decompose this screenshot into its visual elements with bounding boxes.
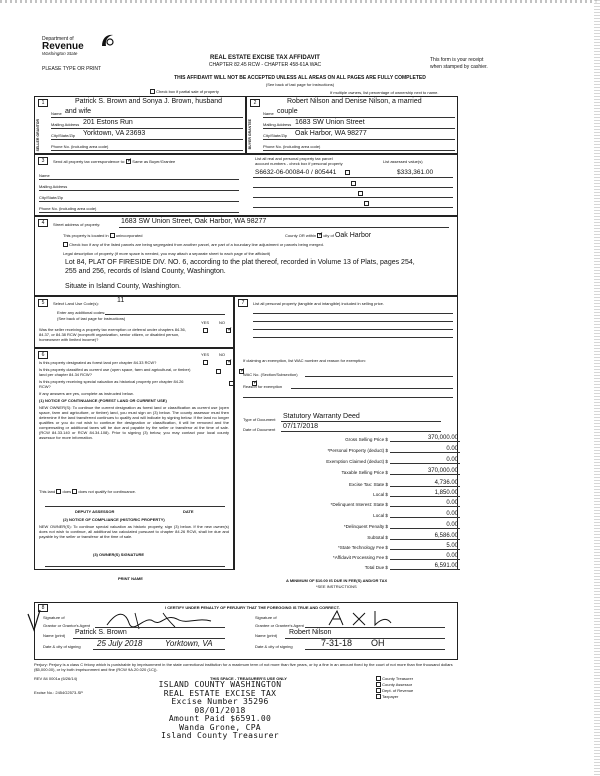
s5-q1-yes-checkbox[interactable] — [203, 328, 208, 333]
s3-name-label: Name — [39, 173, 50, 178]
forest-current-use-section — [34, 348, 234, 570]
fee-value[interactable]: 1,850.00 — [390, 490, 460, 497]
s6-question3: Is this property receiving special valuation as historical property per chapter 84.26 RCW? — [39, 379, 184, 389]
parcel-personal-checkbox-2[interactable] — [351, 181, 356, 186]
parcel-personal-checkbox-4[interactable] — [364, 201, 369, 206]
grantee-city[interactable]: OH — [371, 638, 385, 648]
copy-list — [376, 676, 413, 700]
section-5-number: 5 — [38, 299, 48, 307]
seller-section — [34, 96, 246, 154]
parcel-number[interactable]: S6632-06-00084-0 / 805441 — [255, 169, 337, 176]
fee-row — [290, 488, 460, 497]
stamp-line6: Wanda Grone, CPA — [179, 722, 261, 732]
buyer-name[interactable]: Robert Nilson and Denise Nilson, a married — [287, 98, 422, 105]
grantee-date[interactable]: 7-31-18 — [321, 638, 353, 648]
buyer-section — [246, 96, 458, 154]
stamp-line1: ISLAND COUNTY WASHINGTON — [158, 680, 282, 689]
parcel-personal-checkbox-1[interactable] — [345, 170, 350, 175]
fee-label: Exemption Claimed (deduct) $ — [326, 459, 388, 464]
s3-mailing-label: Mailing Address — [39, 184, 68, 189]
grantor-print-name[interactable]: Patrick S. Brown — [75, 629, 127, 636]
fee-label: *State Technology Fee $ — [338, 545, 388, 550]
reason-label: Reason for exemption — [243, 384, 283, 389]
grantor-agent-label: Grantor or Grantor's Agent — [43, 623, 91, 628]
fee-value[interactable]: 0.00 — [390, 457, 460, 464]
seller-mailing-label: Mailing Address — [51, 122, 80, 127]
multiple-owners-note: If multiple owners, list percentage of ownership next to name. — [330, 90, 439, 95]
section-2-number: 2 — [250, 99, 260, 107]
fee-value[interactable]: 0.00 — [390, 522, 460, 529]
s6-q3-yes-checkbox[interactable] — [229, 381, 234, 386]
section-8-number: 8 — [38, 604, 48, 612]
fee-row — [290, 455, 460, 464]
seller-name[interactable]: Patrick S. Brown and Sonya J. Brown, husband — [75, 98, 223, 105]
certify-text: I CERTIFY UNDER PENALTY OF PERJURY THAT THE FOREGOING IS TRUE AND CORRECT. — [165, 605, 340, 610]
s5-no-header: NO — [219, 320, 225, 325]
buyer-mailing-label: Mailing Address — [263, 122, 292, 127]
form-chapter: CHAPTER 82.45 RCW - CHAPTER 458-61A WAC — [208, 62, 322, 68]
grantor-city[interactable]: Yorktown, VA — [165, 639, 213, 648]
section-6-number: 6 — [38, 351, 48, 359]
buyer-side-label: BUYER GRANTEE — [248, 119, 252, 150]
dept-line1: Department of — [42, 36, 74, 42]
partial-sale-row — [150, 89, 219, 94]
section-4-number: 4 — [38, 219, 48, 227]
s6-question1: Is this property designated as forest land per chapter 84.33 RCW? — [39, 360, 157, 365]
fee-value[interactable]: 5.00 — [390, 543, 460, 550]
s5-q1-no-checkbox[interactable] — [226, 328, 231, 333]
grantor-check-mark-icon — [26, 608, 42, 632]
legal-label: Legal description of property (if more space is needed, you may attach a separate sheet to each page of the affidavit) — [63, 251, 271, 256]
stamp-line4: 08/01/2018 — [194, 705, 246, 715]
street-label: Street address of property: — [53, 222, 101, 227]
grantee-sig-label: Signature of — [255, 615, 277, 620]
owner-signature-label: (3) OWNER(S) SIGNATURE — [93, 552, 145, 557]
additional-codes-label: Enter any additional codes: — [57, 310, 106, 315]
deputy-date-label: DATE — [183, 509, 194, 514]
seller-city-label: City/State/Zip — [51, 133, 76, 138]
s6-question2: Is this property classified as current use (open space, farm and agricultural, or timber) land per chapter 84.34 RCW? — [39, 367, 191, 377]
copy-county-treasurer-checkbox[interactable] — [376, 676, 381, 681]
send-correspondence-row — [53, 159, 175, 164]
doc-type[interactable]: Statutory Warranty Deed — [283, 413, 360, 420]
fee-row — [290, 478, 460, 487]
segregated-checkbox[interactable] — [63, 242, 68, 247]
grantor-print-label: Name (print) — [43, 633, 66, 638]
does-not-text: does not qualify for continuance. — [78, 489, 137, 494]
legal-line2[interactable]: 255 and 256, records of Island County, Washington. — [65, 268, 226, 275]
fee-value[interactable]: 6,586.00 — [390, 533, 460, 540]
city-of-checkbox[interactable] — [317, 233, 322, 238]
grantor-date[interactable]: 25 July 2018 — [97, 639, 143, 648]
legal-line1[interactable]: Lot 84, PLAT OF FIRESIDE DIV. NO. 6, according to the plat thereof, recorded in Volume 13 of Plats, pages 254, — [65, 259, 415, 266]
s5-yes-header: YES — [201, 320, 210, 325]
scan-right-edge — [594, 0, 600, 776]
fee-label: Taxable Selling Price $ — [341, 470, 388, 475]
seller-city[interactable]: Yorktown, VA 23693 — [83, 130, 146, 137]
land-use-label: Select Land Use Code(s): — [53, 301, 99, 306]
receipt-note2: when stamped by cashier. — [430, 64, 488, 70]
stamp-line5: Amount Paid $6591.00 — [168, 714, 272, 723]
buyer-city[interactable]: Oak Harbor, WA 98277 — [295, 130, 367, 137]
section-7-number: 7 — [238, 299, 248, 307]
certification-section — [34, 602, 458, 660]
fee-label: Local $ — [373, 492, 388, 497]
parcel-personal-checkbox-3[interactable] — [358, 191, 363, 196]
notice2-text: NEW OWNER(S): To continue special valuation as historic property, sign (3) below. If the new owner(s) does not wish to continue, all additional tax calculated pursuant to chapter 84.26 RCW, shall be due and payable by the seller or transferor at the time of sale. — [39, 524, 229, 539]
s5-question1: Was the seller receiving a property tax exemption or deferral under chapters 84.36, 84.37, or 84.38 RCW (nonprofit organization, senior citizen, or disabled person, homeowner with limited income)? — [39, 327, 186, 342]
fee-row — [290, 520, 460, 529]
dor-logo — [42, 36, 122, 66]
stamp-line2: REAL ESTATE EXCISE TAX — [163, 688, 277, 698]
parcel-header1: List all real and personal property tax parcel — [255, 156, 333, 161]
fee-label: *Delinquent Penalty $ — [343, 524, 388, 529]
county-label: County OR within — [285, 233, 317, 238]
print-note: PLEASE TYPE OR PRINT — [42, 66, 102, 72]
fee-value[interactable]: 370,000.00 — [390, 468, 460, 475]
fee-value[interactable]: 6,591.00 — [390, 563, 460, 570]
located-row — [63, 233, 143, 238]
notice1-text: NEW OWNER(S): To continue the current designation as forest land or classification as current use (open space, farm and agriculture, or timber) land, you must sign on (3) below. The county assessor must then determine if the land transferred continues to qualify and will indicate by signing below. If the land no longer qualifies or you do not wish to continue the designation or classification, it will be removed and the compensating or additional taxes will be due and payable by the seller or transferor at the time of sale. (RCW 84.33.140 or RCW 84.34.108). Prior to signing (3) below, you may contact your local county assessor for more information. — [39, 405, 229, 440]
section-1-number: 1 — [38, 99, 48, 107]
seller-name-label: Name — [51, 111, 62, 116]
fee-label: Gross Selling Price $ — [345, 437, 388, 442]
doc-date-label: Date of Document — [243, 427, 276, 432]
seller-name2[interactable]: and wife — [65, 108, 92, 115]
fee-value[interactable]: 0.00 — [390, 553, 460, 560]
does-text: does — [62, 489, 72, 494]
buyer-city-label: City/State/Zip — [263, 133, 288, 138]
print-name-label: PRINT NAME — [118, 576, 143, 581]
fee-row — [290, 433, 460, 442]
unincorporated-checkbox[interactable] — [110, 233, 115, 238]
deputy-assessor-label: DEPUTY ASSESSOR — [75, 509, 115, 514]
property-section — [34, 216, 458, 296]
grantee-agent-label: Grantee or Grantee's Agent — [255, 623, 304, 628]
fee-row — [290, 498, 460, 507]
s3-phone-label: Phone No. (including area code) — [39, 206, 97, 211]
s6-q2-yes-checkbox[interactable] — [216, 369, 221, 374]
s3-city-label: City/State/Zip — [39, 195, 64, 200]
does-not-checkbox[interactable] — [72, 489, 77, 494]
located-label: This property is located in — [63, 233, 109, 238]
notice2-title: (2) NOTICE OF COMPLIANCE (HISTORIC PROPERTY) — [63, 517, 165, 522]
doc-type-label: Type of Document — [243, 417, 276, 422]
fee-label: Excise Tax: State $ — [349, 482, 388, 487]
copy-dept-revenue-checkbox[interactable] — [376, 688, 381, 693]
dept-line2: Revenue — [42, 41, 84, 52]
copy-dept-revenue: Dept. of Revenue — [376, 688, 413, 694]
s6-if-yes: If any answers are yes, complete as instructed below. — [39, 391, 134, 396]
assessed-header: List assessed value(s) — [383, 159, 423, 164]
form-title: REAL ESTATE EXCISE TAX AFFIDAVIT — [210, 55, 320, 61]
grantor-sig-label: Signature of — [43, 615, 65, 620]
perjury-text: Perjury: Perjury is a class C felony which is punishable by imprisonment in the state correctional institution for a maximum term of not more than five years, or by a fine in an amount fixed by the court of not more than five thousand dollars ($5,000.00), or by both imprisonment and fine (RCW 9A.20.020 (1C)). — [34, 662, 453, 672]
seller-side-label: SELLER GRANTOR — [36, 119, 40, 152]
seller-phone-label: Phone No. (including area code) — [51, 144, 109, 149]
grantee-date-label: Date & city of signing — [255, 644, 293, 649]
send-label: Send all property tax correspondence to: — [53, 159, 126, 164]
fee-value[interactable]: 0.00 — [390, 446, 460, 453]
fee-row — [290, 541, 460, 550]
land-use-section — [34, 296, 234, 348]
minimum-fee-note: A MINIMUM OF $10.00 IS DUE IN FEE(S) AND/OR TAX — [286, 578, 388, 583]
partial-sale-label: Check box if partial sale of property — [156, 89, 219, 94]
fee-label: Subtotal $ — [367, 535, 388, 540]
fee-row — [290, 509, 460, 518]
see-back-note: (See back of last page for instructions) — [265, 82, 335, 87]
does-label: This land — [39, 489, 56, 494]
excise-number-label: Excise No.: 2454G2573-SP — [34, 690, 83, 695]
fee-row — [290, 531, 460, 540]
fee-value[interactable]: 4,736.00 — [390, 480, 460, 487]
does-checkbox[interactable] — [56, 489, 61, 494]
fee-label: *Delinquent Interest: State $ — [330, 502, 388, 507]
rev-number: REV 84 0001a (6/26/14) — [34, 676, 78, 681]
assessed-value[interactable]: $333,361.00 — [397, 169, 434, 176]
county-row — [285, 232, 371, 239]
seller-mailing[interactable]: 201 Estons Run — [83, 119, 133, 126]
fee-row — [290, 561, 460, 570]
see-instructions-note: *SEE INSTRUCTIONS — [316, 584, 357, 589]
treasurer-stamp — [100, 681, 340, 741]
s6-q1-no-checkbox[interactable] — [226, 360, 231, 365]
same-as-label: Same as Buyer/Grantee — [132, 159, 176, 164]
s5-see-back: (See back of last page for instructions) — [57, 316, 126, 321]
scan-top-edge — [0, 0, 600, 3]
receipt-note1: This form is your receipt — [430, 57, 484, 63]
same-as-buyer-checkbox[interactable] — [126, 159, 131, 164]
s6-no-header: NO — [219, 352, 225, 357]
fee-value[interactable]: 0.00 — [390, 511, 460, 518]
property-city[interactable]: Oak Harbor — [334, 232, 372, 239]
correspondence-section — [34, 154, 458, 216]
buyer-name-label: Name — [263, 111, 274, 116]
buyer-mailing[interactable]: 1683 SW Union Street — [295, 119, 365, 126]
stamp-line3: Excise Number 35296 — [171, 697, 269, 706]
warning-banner: THIS AFFIDAVIT WILL NOT BE ACCEPTED UNLESS ALL AREAS ON ALL PAGES ARE FULLY COMPLETED — [174, 75, 426, 81]
section-3-number: 3 — [38, 157, 48, 165]
property-street[interactable]: 1683 SW Union Street, Oak Harbor, WA 98277 — [121, 218, 267, 225]
grantor-date-label: Date & city of signing — [43, 644, 81, 649]
segregated-label: Check box if any of the listed parcels are being segregated from another parcel, are part of a boundary line adjustment or parcels being merged. — [69, 242, 324, 247]
does-qualify-row — [39, 489, 136, 494]
fee-label: *Affidavit Processing Fee $ — [332, 555, 388, 560]
buyer-phone-label: Phone No. (including area code) — [263, 144, 321, 149]
buyer-name2[interactable]: couple — [277, 108, 298, 115]
doc-date[interactable]: 07/17/2018 — [283, 423, 319, 430]
parcel-header2: account numbers - check box if personal property — [255, 161, 343, 166]
s6-q1-yes-checkbox[interactable] — [203, 360, 208, 365]
wac-label: WAC No. (Section/Subsection) — [243, 372, 298, 377]
exemption-label: If claiming an exemption, list WAC number and reason for exemption: — [243, 358, 366, 363]
copy-county-assessor: County Assessor — [376, 682, 413, 688]
fee-label: *Personal Property (deduct) $ — [327, 448, 388, 453]
personal-property-label: List all personal property (tangible and intangible) included in selling price. — [253, 301, 384, 306]
land-use-code[interactable]: 11 — [117, 297, 125, 304]
fee-value[interactable]: 0.00 — [390, 500, 460, 507]
grantee-print-label: Name (print) — [255, 633, 278, 638]
fee-row — [290, 551, 460, 560]
unincorporated-label: unincorporated — [115, 233, 143, 238]
segregated-row — [63, 242, 324, 247]
grantee-signature[interactable] — [325, 607, 395, 629]
fee-row — [290, 444, 460, 453]
fee-label: Total Due $ — [364, 565, 388, 570]
s6-yes-header: YES — [201, 352, 210, 357]
notice1-title: (1) NOTICE OF CONTINUANCE (FOREST LAND OR CURRENT USE) — [39, 398, 167, 403]
fee-row — [290, 466, 460, 475]
dept-line3: Washington State — [42, 51, 78, 56]
grantee-print-name[interactable]: Robert Nilson — [289, 629, 332, 636]
stamp-line7: Island County Treasurer — [161, 731, 279, 740]
wa-logo-icon — [98, 32, 116, 50]
copy-taxpayer: Taxpayer — [376, 694, 413, 700]
fee-label: Local $ — [373, 513, 388, 518]
copy-taxpayer-checkbox[interactable] — [376, 694, 381, 699]
fee-value[interactable]: 370,000.00 — [390, 435, 460, 442]
legal-line3[interactable]: Situate in Island County, Washington. — [65, 283, 181, 290]
copy-county-assessor-checkbox[interactable] — [376, 682, 381, 687]
treasurer-only-label: THIS SPACE - TREASURER'S USE ONLY — [210, 676, 287, 681]
partial-sale-checkbox[interactable] — [150, 89, 155, 94]
copy-county-treasurer: County Treasurer — [376, 676, 413, 682]
city-of-label: city of — [323, 233, 334, 238]
